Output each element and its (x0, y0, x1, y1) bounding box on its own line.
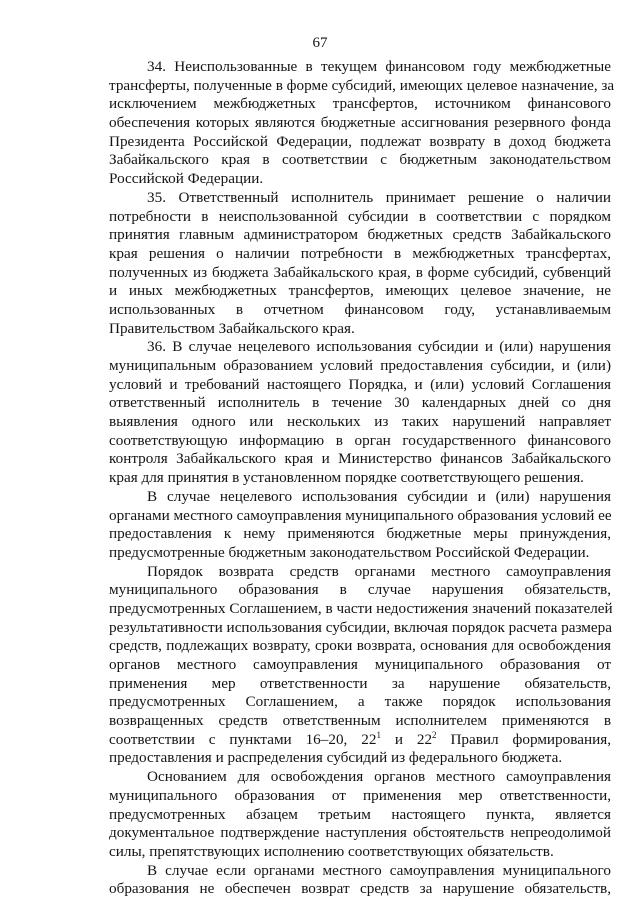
text-line: Правительством Забайкальского края. (109, 319, 355, 337)
text-line: муниципального образования в случае нарушения обязательств, (109, 581, 611, 599)
text-line: средств, подлежащих возврату, сроки возврата, основания для освобождения (109, 637, 611, 655)
rules-reference-text: и 22 (380, 730, 433, 748)
text-line-rules-reference (109, 731, 611, 750)
text-line: Порядок возврата средств органами местного самоуправления (147, 562, 611, 580)
text-line: соответствующую информацию в орган государственного финансового (109, 431, 611, 449)
text-line: края для принятия в установленном порядке соответствующего решения. (109, 469, 584, 487)
paragraph-35 (109, 189, 611, 339)
paragraph-exemption-grounds (109, 768, 611, 861)
text-line: силы, препятствующих исполнению соответствующих обязательств. (109, 842, 554, 860)
text-line: предусмотренных Соглашением, в части недостижения значений показателей (109, 599, 613, 617)
text-line: предусмотренные бюджетным законодательством Российской Федерации. (109, 543, 590, 561)
page-number: 67 (312, 35, 328, 51)
text-line: 36. В случае нецелевого использования субсидии и (или) нарушения (147, 338, 611, 356)
rules-reference-text: соответствии с пунктами 16–20, 22 (109, 730, 377, 748)
text-line: возвращенных средств ответственным исполнителем применяются в (109, 712, 611, 730)
superscript-1: 1 (376, 729, 381, 740)
text-line: трансферты, полученные в форме субсидий, имеющих целевое назначение, за (109, 76, 615, 94)
text-line: предоставления к нему применяются бюджетные меры принуждения, (109, 525, 611, 543)
text-line: муниципального образования от применения мер ответственности, (109, 786, 611, 804)
text-line: Забайкальского края в соответствии с бюджетным законодательством (109, 151, 611, 169)
text-line: образования не обеспечен возврат средств за нарушение обязательств, (109, 880, 611, 898)
paragraph-36 (109, 338, 611, 488)
text-line: выявления одного или нескольких из таких нарушений направляет (109, 413, 611, 431)
rules-reference-text: Правил формирования, (436, 730, 611, 748)
superscript-2: 2 (432, 729, 437, 740)
text-line: использованных в отчетном финансовом году, устанавливаемым (109, 300, 611, 318)
document-body (109, 58, 615, 899)
text-line: ответственный исполнитель в течение 30 календарных дней со дня (109, 394, 611, 412)
text-line: условий и требований настоящего Порядка, и (или) условий Соглашения (109, 375, 611, 393)
text-line: предусмотренных Соглашением, а также порядок использования (109, 693, 611, 711)
text-line: результативности использования субсидии, включая порядок расчета размера (109, 618, 612, 636)
text-line: 35. Ответственный исполнитель принимает решение о наличии (147, 188, 611, 206)
paragraph-return-procedure (109, 563, 611, 769)
paragraph-34 (109, 58, 615, 189)
text-line: принятия главным администратором бюджетных средств Забайкальского (109, 226, 611, 244)
text-line: потребности в неиспользованной субсидии в соответствии с порядком (109, 207, 611, 225)
text-line: обеспечения которых являются бюджетные ассигнования резервного фонда (109, 114, 611, 132)
text-line: органами местного самоуправления муниципального образования условий ее (109, 506, 612, 524)
text-line: Российской Федерации. (109, 170, 264, 188)
text-line: предоставления и распределения субсидий из федерального бюджета. (109, 749, 563, 767)
text-line: муниципальным образованием условий предоставления субсидии, и (или) (109, 357, 611, 374)
text-line: применения мер ответственности за нарушение обязательств, (109, 674, 611, 692)
text-line: Президента Российской Федерации, подлежат возврату в доход бюджета (109, 132, 611, 150)
text-line: В случае если органами местного самоуправления муниципального (147, 861, 611, 879)
text-line: контроля Забайкальского края и Министерство финансов Забайкальского (109, 450, 611, 468)
text-line: и иных межбюджетных трансфертов, имеющих целевое значение, не (109, 282, 611, 300)
text-line: В случае нецелевого использования субсидии и (или) нарушения (147, 487, 611, 505)
text-line: Основанием для освобождения органов местного самоуправления (147, 768, 611, 786)
text-line: 34. Неиспользованные в текущем финансовом году межбюджетные (147, 58, 611, 75)
text-line: края решения о наличии потребности в межбюджетных трансфертах, (109, 244, 611, 262)
paragraph-coercion-measures (109, 488, 611, 563)
paragraph-non-return-case (109, 862, 611, 899)
text-line: предусмотренных абзацем третьим настоящего пункта, является (109, 805, 611, 823)
text-line: полученных из бюджета Забайкальского края, в форме субсидий, субвенций (109, 263, 611, 281)
text-line: документальное подтверждение наступления обстоятельств непреодолимой (109, 824, 611, 842)
text-line: органов местного самоуправления муниципального образования от (109, 656, 611, 673)
text-line: исключением межбюджетных трансфертов, источником финансового (109, 95, 611, 113)
